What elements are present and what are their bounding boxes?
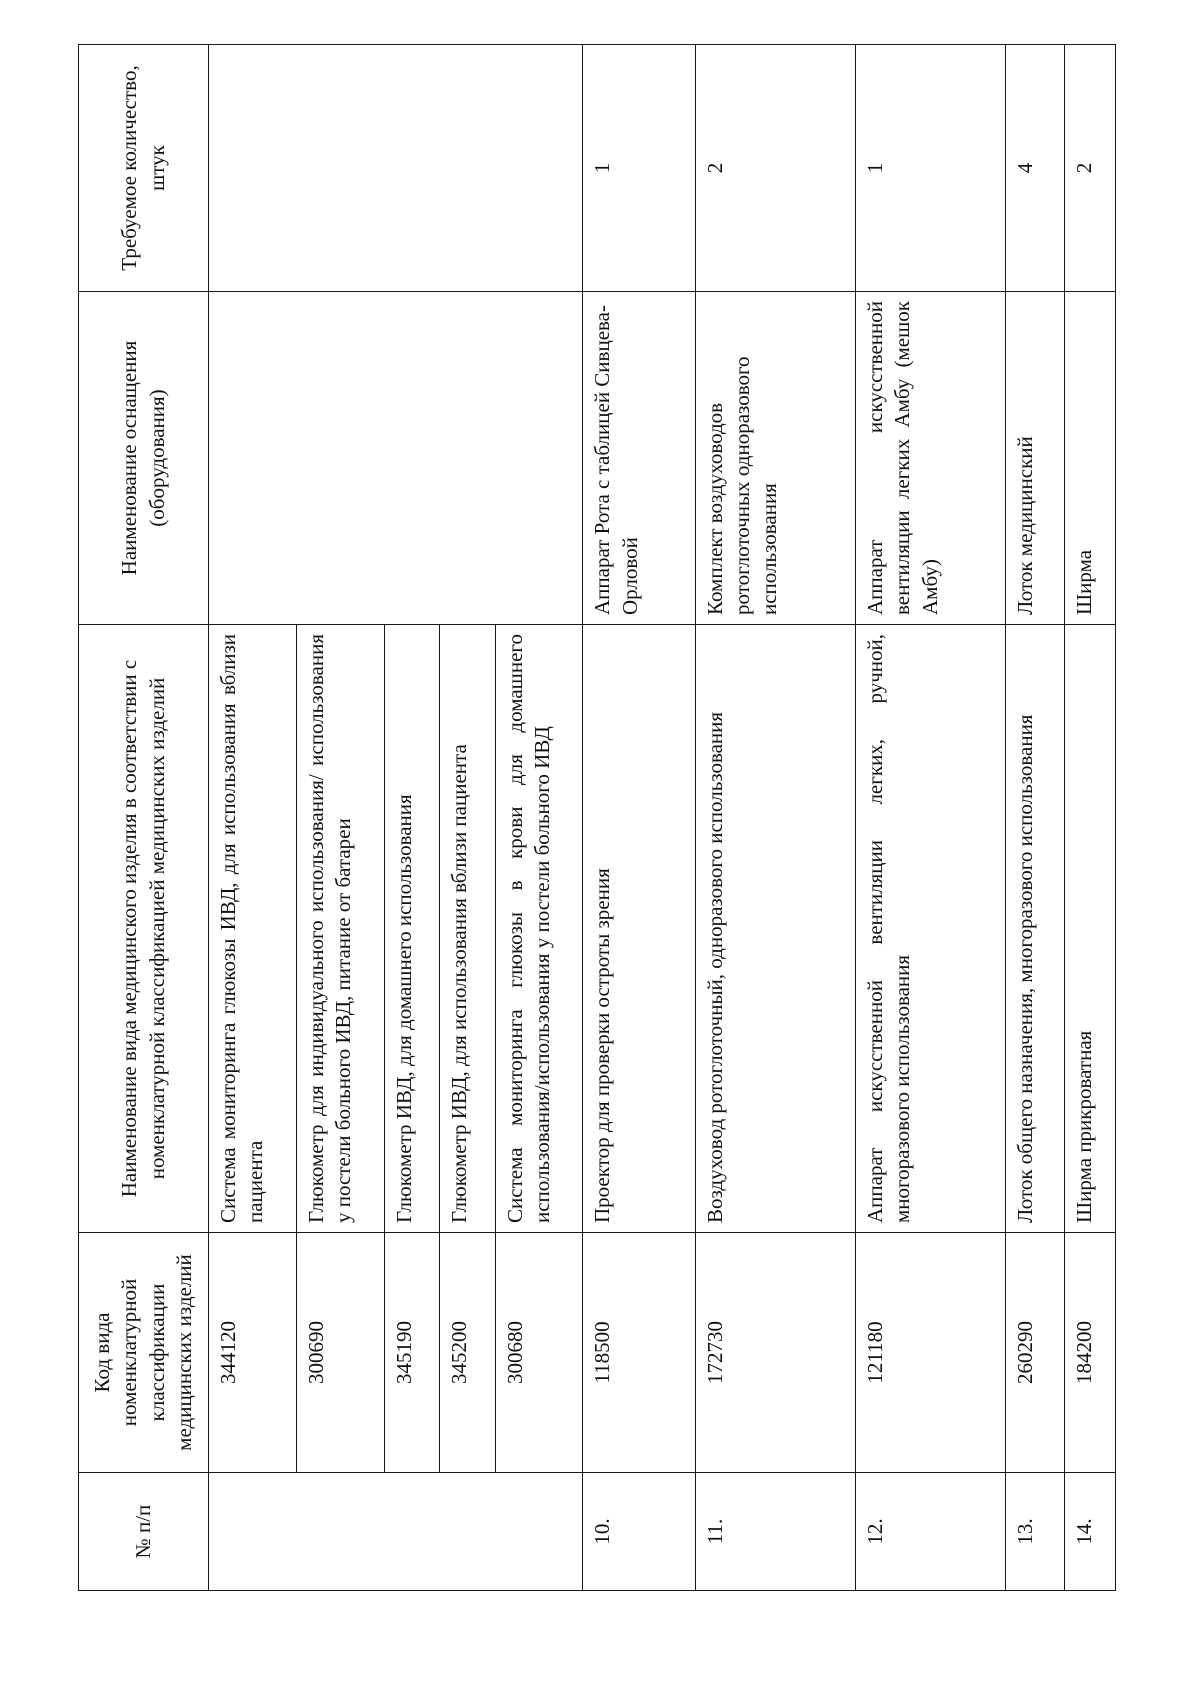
code-cell: 345190 <box>384 1233 440 1473</box>
kind-cell: Глюкометр ИВД, для использования вблизи пациента <box>440 625 496 1233</box>
num-cell: 14. <box>1064 1473 1115 1591</box>
code-cell: 300690 <box>296 1233 384 1473</box>
num-cell: 12. <box>856 1473 1006 1591</box>
qty-cell: 1 <box>583 45 695 292</box>
header-code: Код вида номенклатурной классификации медицинских изделий <box>79 1233 209 1473</box>
kind-cell: Ширма прикроватная <box>1064 625 1115 1233</box>
code-cell: 184200 <box>1064 1233 1115 1473</box>
equipment-table <box>78 44 1116 1591</box>
qty-cell: 2 <box>1064 45 1115 292</box>
kind-cell: Проектор для проверки остроты зрения <box>583 625 695 1233</box>
equipment-cell: Аппарат искусственной вентиляции легких Амбу (мешок Амбу) <box>856 292 1006 625</box>
header-num: № п/п <box>79 1473 209 1591</box>
code-cell: 118500 <box>583 1233 695 1473</box>
table-row <box>1064 45 1115 1591</box>
qty-cell: 4 <box>1005 45 1064 292</box>
rotated-page <box>78 45 1116 1591</box>
table-row <box>856 45 1006 1591</box>
kind-cell: Глюкометр для индивидуального использования/ использования у постели больного ИВД, питание от батареи <box>296 625 384 1233</box>
code-cell: 345200 <box>440 1233 496 1473</box>
header-row <box>79 45 209 1591</box>
kind-cell: Аппарат искусственной вентиляции легких, ручной, многоразового использования <box>856 625 1006 1233</box>
cont-num-cell <box>209 1473 583 1591</box>
equipment-cell: Лоток медицинский <box>1005 292 1064 625</box>
code-cell: 344120 <box>209 1233 297 1473</box>
kind-cell: Глюкометр ИВД, для домашнего использования <box>384 625 440 1233</box>
table-row <box>583 45 695 1591</box>
header-kind: Наименование вида медицинского изделия в соответствии с номенклатурной классификацией медицинских изделий <box>79 625 209 1233</box>
qty-cell: 2 <box>695 45 855 292</box>
cont-qty-cell <box>209 45 583 292</box>
header-qty: Требуемое количество, штук <box>79 45 209 292</box>
equipment-cell: Ширма <box>1064 292 1115 625</box>
code-cell: 121180 <box>856 1233 1006 1473</box>
equipment-cell: Комплект воздуховодов ротоглоточных одноразового использования <box>695 292 855 625</box>
header-equipment: Наименование оснащения (оборудования) <box>79 292 209 625</box>
kind-cell: Лоток общего назначения, многоразового использования <box>1005 625 1064 1233</box>
table-row <box>695 45 855 1591</box>
table-row <box>209 45 297 1591</box>
cont-equipment-cell <box>209 292 583 625</box>
kind-cell: Система мониторинга глюкозы в крови для домашнего использования/использования у постели больного ИВД <box>495 625 583 1233</box>
code-cell: 300680 <box>495 1233 583 1473</box>
equipment-cell: Аппарат Рота с таблицей Сивцева-Орловой <box>583 292 695 625</box>
table-row <box>1005 45 1064 1591</box>
kind-cell: Воздуховод ротоглоточный, одноразового использования <box>695 625 855 1233</box>
num-cell: 13. <box>1005 1473 1064 1591</box>
num-cell: 10. <box>583 1473 695 1591</box>
num-cell: 11. <box>695 1473 855 1591</box>
kind-cell: Система мониторинга глюкозы ИВД, для использования вблизи пациента <box>209 625 297 1233</box>
code-cell: 172730 <box>695 1233 855 1473</box>
qty-cell: 1 <box>856 45 1006 292</box>
code-cell: 260290 <box>1005 1233 1064 1473</box>
